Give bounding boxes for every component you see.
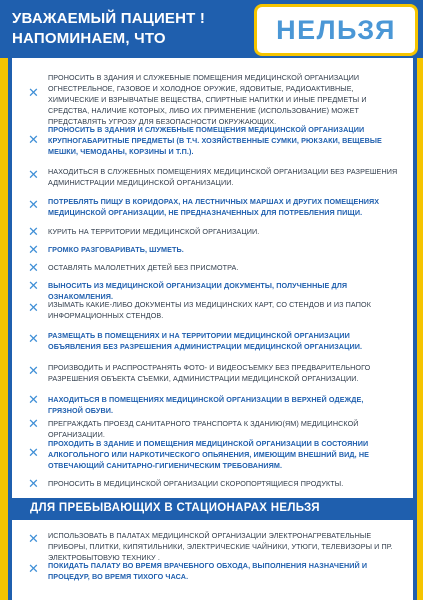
header-title-line1: УВАЖАЕМЫЙ ПАЦИЕНТ !	[12, 10, 206, 27]
header-tag: НЕЛЬЗЯ	[276, 14, 396, 45]
list-item-text: ПРОНОСИТЬ В ЗДАНИЯ И СЛУЖЕБНЫЕ ПОМЕЩЕНИЯ МЕДИЦИНСКОЙ ОРГАНИЗАЦИИ КРУПНОГАБАРИТНЫЕ ПРЕДМЕТЫ (В Т.Ч. ХОЗЯЙСТВЕННЫЕ СУМКИ, РЮКЗАКИ, ВЕЩЕВЫЕ МЕШКИ, ЧЕМОДАНЫ, КОРЗИНЫ И Т.П.).	[48, 125, 382, 156]
list-item-text: ПРЕГРАЖДАТЬ ПРОЕЗД САНИТАРНОГО ТРАНСПОРТА К ЗДАНИЮ(ЯМ) МЕДИЦИНСКОЙ ОРГАНИЗАЦИИ.	[48, 419, 359, 439]
list-item-text: РАЗМЕЩАТЬ В ПОМЕЩЕНИЯХ И НА ТЕРРИТОРИИ МЕДИЦИНСКОЙ ОРГАНИЗАЦИИ ОБЪЯВЛЕНИЯ БЕЗ РАЗРЕШЕНИЯ АДМИНИСТРАЦИИ МЕДИЦИНСКОЙ ОРГАНИЗАЦИИ.	[48, 331, 363, 351]
section-band	[12, 498, 413, 520]
close-x-icon: ✕	[28, 331, 39, 346]
header-title-line2: НАПОМИНАЕМ, ЧТО	[12, 30, 166, 47]
close-x-icon: ✕	[28, 445, 39, 460]
list-item-text: ОСТАВЛЯТЬ МАЛОЛЕТНИХ ДЕТЕЙ БЕЗ ПРИСМОТРА.	[48, 263, 239, 272]
close-x-icon: ✕	[28, 476, 39, 491]
list-item-text: ИСПОЛЬЗОВАТЬ В ПАЛАТАХ МЕДИЦИНСКОЙ ОРГАНИЗАЦИИ ЭЛЕКТРОНАГРЕВАТЕЛЬНЫЕ ПРИБОРЫ, ПЛИТКИ, КИПЯТИЛЬНИКИ, ЭЛЕКТРИЧЕСКИЕ ЧАЙНИКИ, УТЮГИ, ТЕЛЕВИЗОРЫ И ПР. ЭЛЕКТРОБЫТОВУЮ ТЕХНИКУ .	[48, 531, 393, 562]
header-title	[12, 9, 205, 49]
list-item-text: ПРОХОДИТЬ В ЗДАНИЕ И ПОМЕЩЕНИЯ МЕДИЦИНСКОЙ ОРГАНИЗАЦИИ В СОСТОЯНИИ АЛКОГОЛЬНОГО ИЛИ НАРКОТИЧЕСКОГО ОПЬЯНЕНИЯ, ИМЕЮЩИМ ВНЕШНИЙ ВИД, НЕ ОТВЕЧАЮЩИЙ САНИТАРНО-ГИГИЕНИЧЕСКИМ ТРЕБОВАНИЯМ.	[48, 439, 370, 470]
list-item-text: КУРИТЬ НА ТЕРРИТОРИИ МЕДИЦИНСКОЙ ОРГАНИЗАЦИИ.	[48, 227, 260, 236]
header-tag-box	[254, 4, 418, 56]
close-x-icon: ✕	[28, 132, 39, 147]
close-x-icon: ✕	[28, 242, 39, 257]
list-item-text: ПРОИЗВОДИТЬ И РАСПРОСТРАНЯТЬ ФОТО- И ВИДЕОСЪЕМКУ БЕЗ ПРЕДВАРИТЕЛЬНОГО РАЗРЕШЕНИЯ ОБЪЕКТА СЪЕМКИ, АДМИНИСТРАЦИИ МЕДИЦИНСКОЙ ОРГАНИЗАЦИИ.	[48, 363, 371, 383]
close-x-icon: ✕	[28, 561, 39, 576]
close-x-icon: ✕	[28, 224, 39, 239]
section-title: ДЛЯ ПРЕБЫВАЮЩИХ В СТАЦИОНАРАХ НЕЛЬЗЯ	[30, 502, 320, 514]
list-item-text: НАХОДИТЬСЯ В СЛУЖЕБНЫХ ПОМЕЩЕНИЯХ МЕДИЦИНСКОЙ ОРГАНИЗАЦИИ БЕЗ РАЗРЕШЕНИЯ АДМИНИСТРАЦИИ МЕДИЦИНСКОЙ ОРГАНИЗАЦИИ.	[48, 167, 398, 187]
list-item-text: ПРОНОСИТЬ В ЗДАНИЯ И СЛУЖЕБНЫЕ ПОМЕЩЕНИЯ МЕДИЦИНСКОЙ ОРГАНИЗАЦИИ ОГНЕСТРЕЛЬНОЕ, ГАЗОВОЕ И ХОЛОДНОЕ ОРУЖИЕ, ЯДОВИТЫЕ, РАДИОАКТИВНЫЕ, ХИМИЧЕСКИЕ И ВЗРЫВЧАТЫЕ ВЕЩЕСТВА, СПИРТНЫЕ НАПИТКИ И ИНЫЕ ПРЕДМЕТЫ И СРЕДСТВА, НАЛИЧИЕ КОТОРЫХ, ЛИБО ИХ ПРИМЕНЕНИЕ (ИСПОЛЬЗОВАНИЕ) МОЖЕТ ПРЕДСТАВЛЯТЬ УГРОЗУ ДЛЯ БЕЗОПАСНОСТИ ОКРУЖАЮЩИХ.	[48, 73, 367, 126]
close-x-icon: ✕	[28, 300, 39, 315]
list-item-text: ВЫНОСИТЬ ИЗ МЕДИЦИНСКОЙ ОРГАНИЗАЦИИ ДОКУМЕНТЫ, ПОЛУЧЕННЫЕ ДЛЯ ОЗНАКОМЛЕНИЯ.	[48, 281, 348, 301]
list-item-text: ГРОМКО РАЗГОВАРИВАТЬ, ШУМЕТЬ.	[48, 245, 184, 254]
close-x-icon: ✕	[28, 416, 39, 431]
close-x-icon: ✕	[28, 278, 39, 293]
list-item-text: ИЗЫМАТЬ КАКИЕ-ЛИБО ДОКУМЕНТЫ ИЗ МЕДИЦИНСКИХ КАРТ, СО СТЕНДОВ И ИЗ ПАПОК ИНФОРМАЦИОННЫХ СТЕНДОВ.	[48, 300, 371, 320]
close-x-icon: ✕	[28, 197, 39, 212]
close-x-icon: ✕	[28, 392, 39, 407]
close-x-icon: ✕	[28, 363, 39, 378]
close-x-icon: ✕	[28, 85, 39, 100]
list-item-text: ПОТРЕБЛЯТЬ ПИЩУ В КОРИДОРАХ, НА ЛЕСТНИЧНЫХ МАРШАХ И ДРУГИХ ПОМЕЩЕНИЯХ МЕДИЦИНСКОЙ ОРГАНИЗАЦИИ, НЕ ПРЕДНАЗНАЧЕННЫХ ДЛЯ ПОТРЕБЛЕНИЯ ПИЩИ.	[48, 197, 380, 217]
list-item-text: ПОКИДАТЬ ПАЛАТУ ВО ВРЕМЯ ВРАЧЕБНОГО ОБХОДА, ВЫПОЛНЕНИЯ НАЗНАЧЕНИЙ И ПРОЦЕДУР, ВО ВРЕМЯ ТИХОГО ЧАСА.	[48, 561, 368, 581]
header-banner	[0, 0, 423, 58]
close-x-icon: ✕	[28, 531, 39, 546]
close-x-icon: ✕	[28, 260, 39, 275]
close-x-icon: ✕	[28, 167, 39, 182]
left-border-stripe	[0, 58, 12, 600]
list-item-text: ПРОНОСИТЬ В МЕДИЦИНСКОЙ ОРГАНИЗАЦИИ СКОРОПОРТЯЩИЕСЯ ПРОДУКТЫ.	[48, 479, 344, 488]
list-item-text: НАХОДИТЬСЯ В ПОМЕЩЕНИЯХ МЕДИЦИНСКОЙ ОРГАНИЗАЦИИ В ВЕРХНЕЙ ОДЕЖДЕ, ГРЯЗНОЙ ОБУВИ.	[48, 395, 364, 415]
right-border-stripe	[413, 58, 423, 600]
